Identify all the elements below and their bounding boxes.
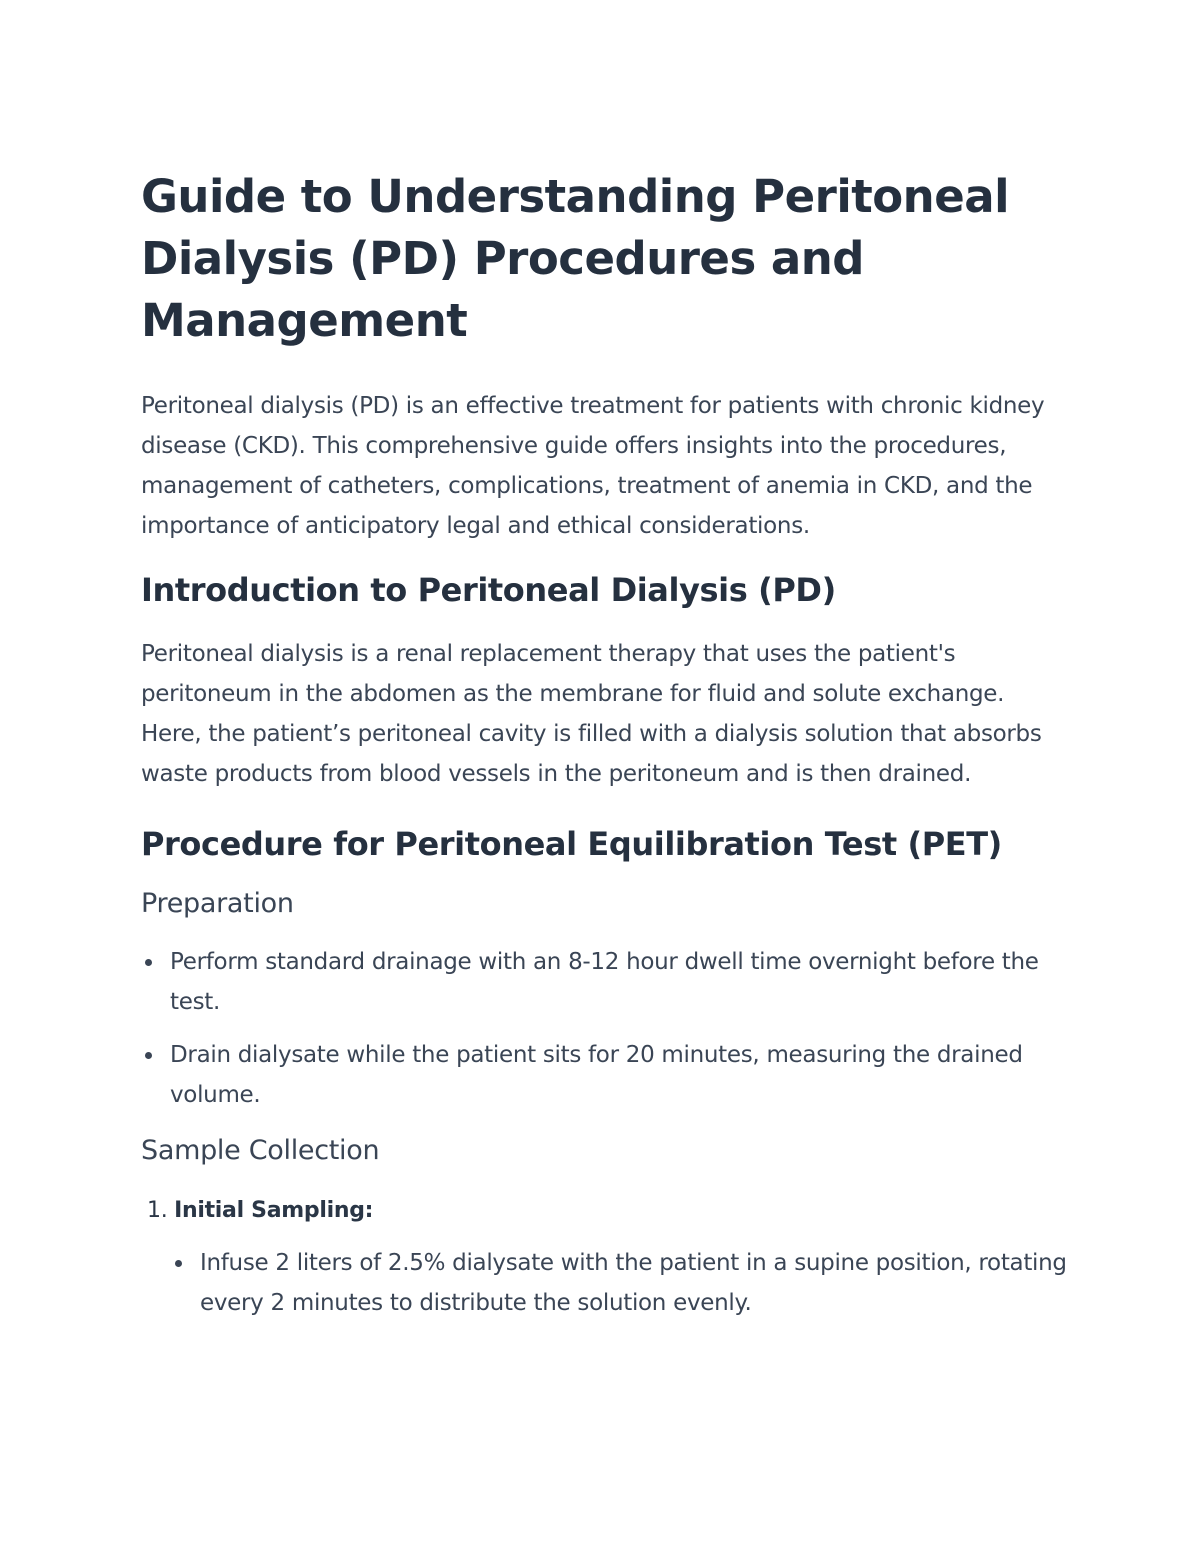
list-item (171, 1243, 1071, 1323)
numbered-step (147, 1191, 1071, 1231)
initial-sampling-list (141, 1243, 1071, 1323)
document-page (141, 166, 1071, 1323)
list-item (141, 1035, 1071, 1115)
list-item-text: Perform standard drainage with an 8-12 hour dwell time overnight before the test. (170, 949, 1039, 1015)
subheading-preparation: Preparation (141, 888, 294, 919)
list-item-text: Infuse 2 liters of 2.5% dialysate with the patient in a supine position, rotating every 2 minutes to distribute the solution evenly. (200, 1250, 1067, 1316)
section-heading-introduction: Introduction to Peritoneal Dialysis (PD) (141, 571, 836, 609)
bullet-icon (145, 1052, 152, 1059)
intro-paragraph: Peritoneal dialysis (PD) is an effective treatment for patients with chronic kidney disease (CKD). This comprehensive guide offers insights into the procedures, management of catheters, complications, treatment of anemia in CKD, and the importance of anticipatory legal and ethical considerations. (141, 393, 1045, 539)
bullet-icon (175, 1260, 182, 1267)
section-heading-pet: Procedure for Peritoneal Equilibration Test (PET) (141, 825, 1002, 863)
introduction-paragraph: Peritoneal dialysis is a renal replacement therapy that uses the patient's peritoneum in the abdomen as the membrane for fluid and solute exchange. Here, the patient’s peritoneal cavity is filled with a dialysis solution that absorbs waste products from blood vessels in the peritoneum and is then drained. (141, 641, 1042, 787)
list-item (141, 942, 1071, 1022)
bullet-icon (145, 959, 152, 966)
subheading-sample-collection: Sample Collection (141, 1135, 380, 1166)
step-label: Initial Sampling: (174, 1198, 374, 1223)
step-number: 1. (147, 1198, 168, 1223)
document-title: Guide to Understanding Peritoneal Dialysis (PD) Procedures and Management (141, 170, 1010, 347)
list-item-text: Drain dialysate while the patient sits for 20 minutes, measuring the drained volume. (170, 1042, 1023, 1108)
preparation-list (141, 942, 1071, 1115)
